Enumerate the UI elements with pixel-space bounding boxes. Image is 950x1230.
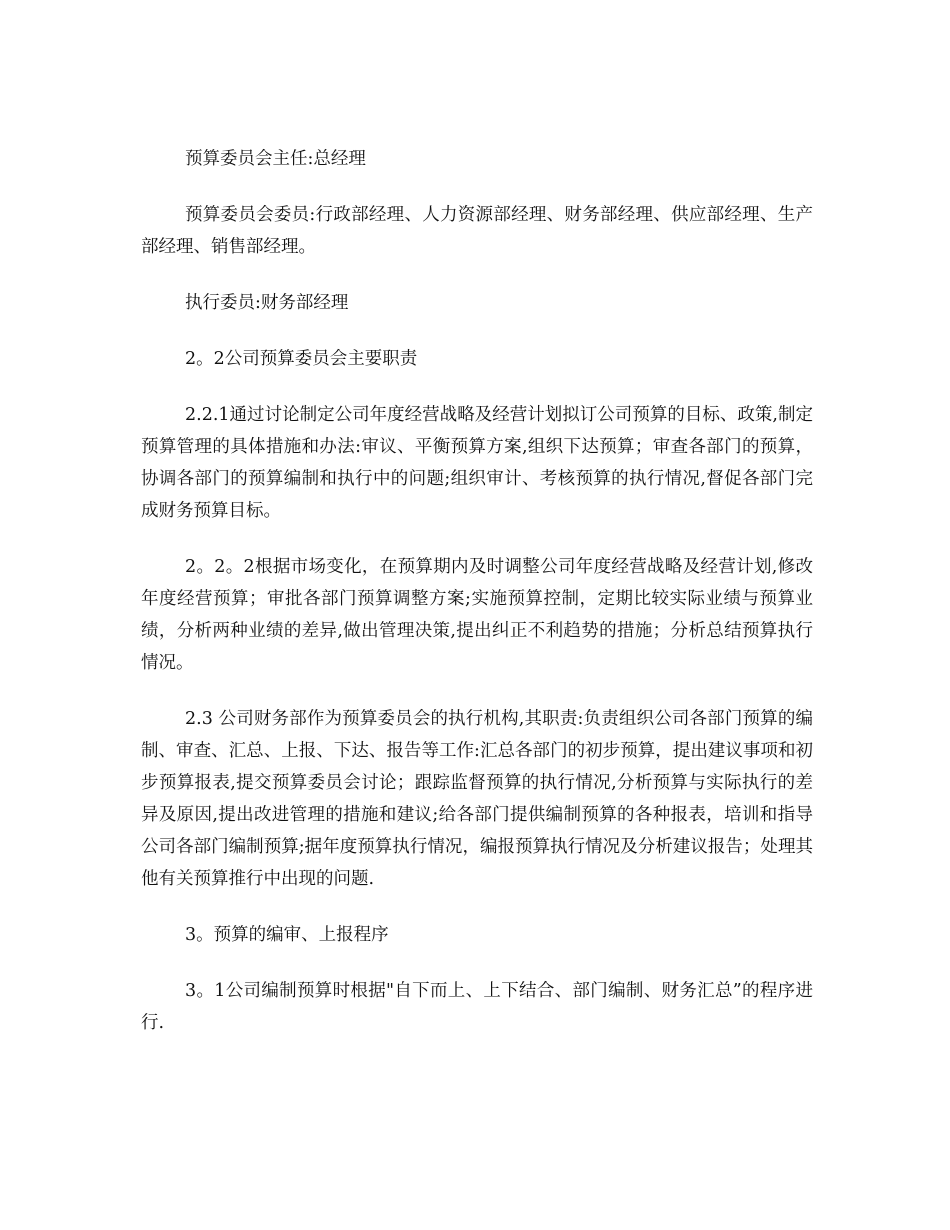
paragraph-2-2-2: 2。2。2根据市场变化，在预算期内及时调整公司年度经营战略及经营计划,修改年度经营预算；审批各部门预算调整方案;实施预算控制，定期比较实际业绩与预算业绩，分析两种业绩的差异,做出管理决策,提出纠正不利趋势的措施；分析总结预算执行情况。 (141, 557, 813, 673)
paragraph-executive-member: 执行委员:财务部经理 (185, 293, 349, 313)
paragraph-committee-members: 预算委员会委员:行政部经理、人力资源部经理、财务部经理、供应部经理、生产部经理、销售部经理。 (141, 205, 813, 257)
section-heading-2-2: 2。2公司预算委员会主要职责 (185, 349, 418, 369)
section-heading-3: 3。预算的编审、上报程序 (185, 925, 389, 945)
paragraph-3-1: 3。1公司编制预算时根据"自下而上、上下结合、部门编制、财务汇总”的程序进行. (141, 981, 813, 1033)
paragraph-committee-director: 预算委员会主任:总经理 (185, 149, 366, 169)
document-body (141, 143, 813, 1063)
paragraph-2-2-1: 2.2.1通过讨论制定公司年度经营战略及经营计划拟订公司预算的目标、政策,制定预算管理的具体措施和办法:审议、平衡预算方案,组织下达预算；审查各部门的预算，协调各部门的预算编制和执行中的问题;组织审计、考核预算的执行情况,督促各部门完成财务预算目标。 (141, 405, 813, 521)
paragraph-2-3: 2.3 公司财务部作为预算委员会的执行机构,其职责:负责组织公司各部门预算的编制、审查、汇总、上报、下达、报告等工作:汇总各部门的初步预算，提出建议事项和初步预算报表,提交预算委员会讨论；跟踪监督预算的执行情况,分析预算与实际执行的差异及原因,提出改进管理的措施和建议;给各部门提供编制预算的各种报表，培训和指导公司各部门编制预算;据年度预算执行情况，编报预算执行情况及分析建议报告；处理其他有关预算推行中出现的问题. (141, 709, 813, 889)
